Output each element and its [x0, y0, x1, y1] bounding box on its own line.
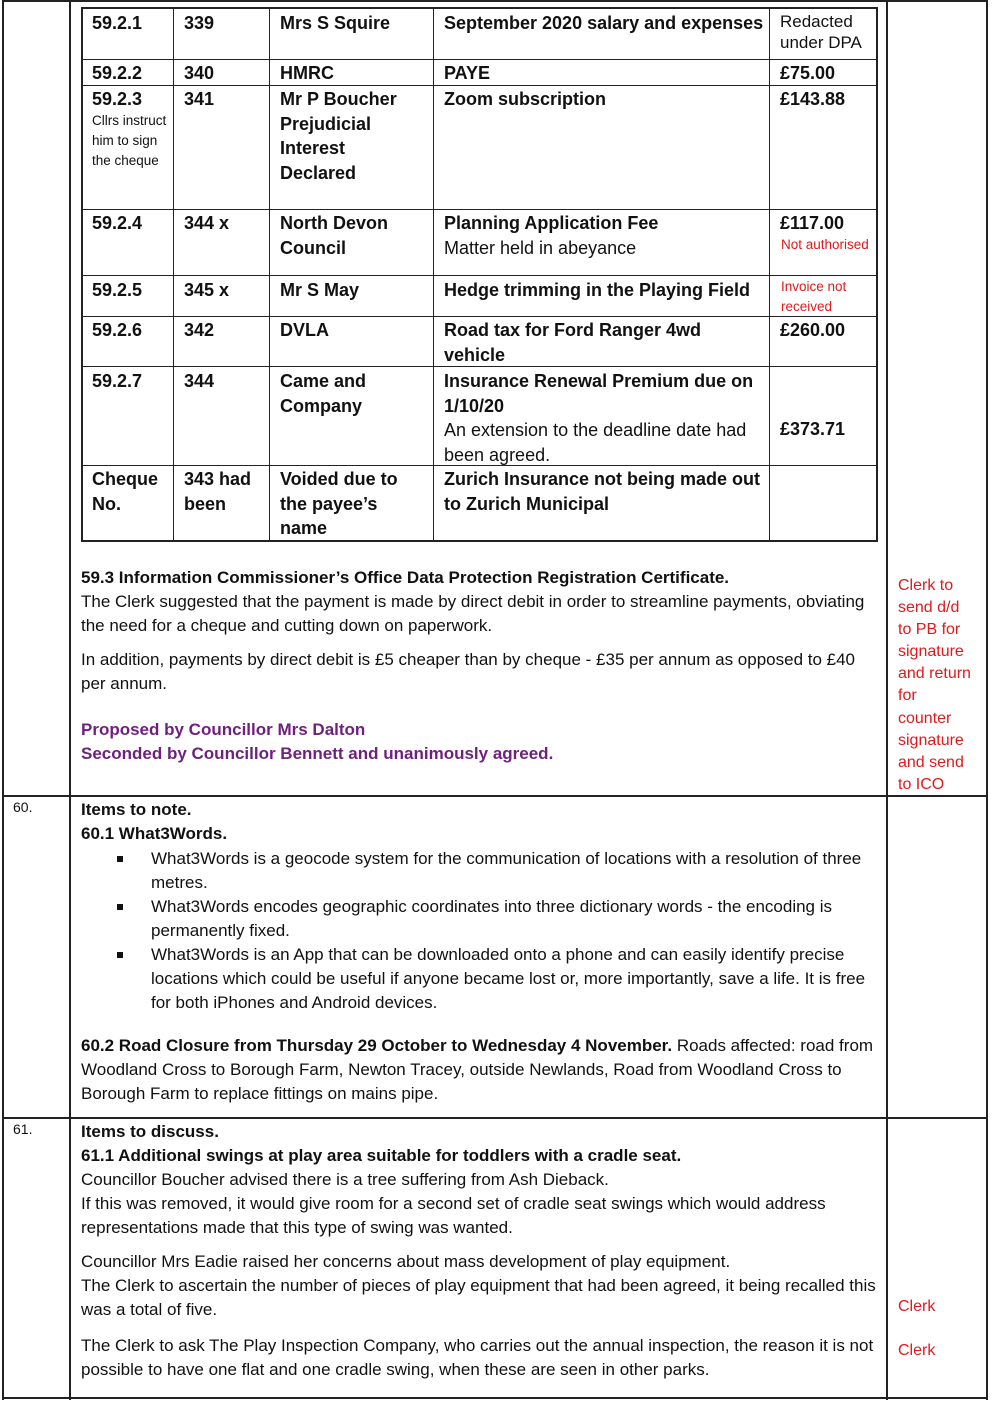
section-60-header — [81, 798, 876, 846]
list-item-text: What3Words encodes geographic coordinates into three dictionary words - the encoding is permanently fixed. — [151, 897, 833, 940]
table-cell-description: September 2020 salary and expenses — [444, 13, 764, 33]
table-cell-description: Zoom subscription — [444, 89, 606, 109]
section-61 — [81, 1120, 876, 1382]
cheque-line: 343 had — [184, 469, 252, 489]
table-cell-amount-note: Invoice not received — [781, 279, 847, 314]
table-cell-ref: 59.2.7 — [92, 371, 143, 391]
table-cell-cheque: 344 x — [184, 213, 230, 233]
table-cell-amount: £117.00 — [780, 213, 845, 233]
table-cell-payee — [280, 87, 397, 185]
payee-line: Prejudicial — [280, 113, 372, 134]
table-row-line — [81, 209, 878, 210]
paragraph: The Clerk to ascertain the number of pieces of play equipment that had been agreed, it being recalled this was a total of five. — [81, 1276, 876, 1319]
what3words-list — [113, 847, 878, 1015]
table-cell-payee — [280, 211, 388, 260]
action-line: counter — [898, 709, 952, 727]
payee-line: name — [280, 518, 328, 538]
section-heading: Items to note. — [81, 800, 192, 819]
table-cell-payee — [280, 369, 366, 418]
subsection-heading: 60.1 What3Words. — [81, 824, 228, 843]
payee-line: Interest — [280, 138, 346, 158]
payee-line: Came and — [280, 371, 367, 391]
description-line: 1/10/20 — [444, 395, 505, 416]
description-line: vehicle — [444, 344, 506, 365]
table-cell-description: PAYE — [444, 63, 491, 83]
table-cell-payee — [280, 467, 398, 541]
outer-top-border — [2, 0, 988, 2]
table-cell-description — [444, 369, 753, 467]
table-cell-amount-note: Not authorised — [781, 237, 869, 252]
action-line: Clerk to — [898, 577, 954, 594]
action-line: send d/d — [898, 599, 960, 617]
paragraph: Councillor Boucher advised there is a tree suffering from Ash Dieback. — [81, 1170, 609, 1189]
description-line: been agreed. — [444, 444, 551, 465]
table-cell-payee: Mr S May — [280, 280, 360, 300]
table-cell-payee: HMRC — [280, 63, 334, 83]
section-heading: Items to discuss. — [81, 1122, 219, 1141]
column-divider-right — [886, 0, 888, 1400]
description-line: to Zurich Municipal — [444, 493, 609, 514]
section-59-3 — [81, 566, 876, 766]
row-divider-60 — [2, 795, 988, 797]
seconded-by: Seconded by Councillor Bennett and unanimously agreed. — [81, 744, 554, 763]
outer-left-border — [2, 0, 4, 1400]
table-top-line — [81, 7, 878, 9]
table-row-line — [81, 316, 878, 317]
table-cell-cheque: 340 — [184, 63, 215, 83]
table-row-line — [81, 59, 878, 60]
table-cell-description — [444, 318, 701, 367]
bullet-icon — [117, 904, 123, 910]
outer-right-border — [986, 0, 988, 1400]
paragraph: The Clerk to ask The Play Inspection Company, who carries out the annual inspection, the reason it is not possible to have one flat and one cradle swing, when these are seen in other parks. — [81, 1336, 874, 1379]
item-number: 60. — [13, 799, 33, 815]
list-item-text: What3Words is an App that can be downloaded onto a phone and can easily identify precise locations which could be useful if anyone became lost or, more importantly, save a life. It is free for both iPhones and Android devices. — [151, 945, 866, 1012]
payee-line: Mr P Boucher — [280, 89, 397, 109]
action-line: and return — [898, 665, 971, 683]
cheque-line: been — [184, 493, 227, 514]
ref-line: Cheque — [92, 469, 159, 489]
proposed-by: Proposed by Councillor Mrs Dalton — [81, 720, 366, 739]
table-col-line — [269, 7, 270, 542]
list-item — [113, 943, 878, 1015]
payee-line: Voided due to — [280, 469, 398, 489]
table-cell-description — [444, 211, 658, 260]
table-cell-ref: 59.2.3 — [92, 89, 143, 109]
paragraph-text: Roads affected: road from Woodland Cross to Borough Farm, Newton Tracey, outside Newlands, Road from Woodland Cross to Borough Farm to replace fittings on mains pipe. — [81, 1036, 874, 1103]
action-line: and send — [898, 753, 964, 771]
action-line: signature — [898, 731, 964, 749]
table-col-line — [876, 7, 878, 542]
paragraph: In addition, payments by direct debit is £5 cheaper than by cheque - £35 per annum as opposed to £40 per annum. — [81, 650, 856, 693]
column-divider-left — [69, 0, 71, 1400]
description-line: Insurance Renewal Premium due on — [444, 371, 754, 391]
table-col-line — [433, 7, 434, 542]
table-cell-ref: 59.2.6 — [92, 320, 143, 340]
action-note-clerk: Clerk — [898, 1298, 936, 1315]
table-cell-ref: 59.2.1 — [92, 13, 143, 33]
list-item — [113, 847, 878, 895]
bullet-icon — [117, 856, 123, 862]
description-line: Road tax for Ford Ranger 4wd — [444, 320, 702, 340]
table-cell-payee: Mrs S Squire — [280, 13, 391, 33]
table-cell-ref — [92, 467, 158, 516]
bullet-icon — [117, 952, 123, 958]
list-item — [113, 895, 878, 943]
action-line: signature — [898, 643, 964, 661]
payee-line: the payee’s — [280, 493, 378, 514]
subsection-heading: 61.1 Additional swings at play area suitable for toddlers with a cradle seat. — [81, 1146, 682, 1165]
action-note-clerk-dd — [898, 575, 978, 796]
action-line: to PB for — [898, 621, 961, 639]
ref-line: No. — [92, 493, 121, 514]
item-number: 61. — [13, 1121, 33, 1137]
action-note-clerk: Clerk — [898, 1342, 936, 1359]
description-line: Matter held in abeyance — [444, 237, 637, 258]
table-bottom-line — [81, 540, 878, 542]
paragraph: Councillor Mrs Eadie raised her concerns about mass development of play equipment. — [81, 1252, 731, 1271]
paragraph: If this was removed, it would give room for a second set of cradle seat swings which would address representations made that this type of swing was wanted. — [81, 1194, 826, 1237]
table-cell-ref: 59.2.2 — [92, 63, 143, 83]
table-col-line — [769, 7, 770, 542]
action-line: for — [898, 687, 917, 705]
description-line: Planning Application Fee — [444, 213, 659, 233]
subsection-heading: 60.2 Road Closure from Thursday 29 October to Wednesday 4 November. — [81, 1036, 673, 1055]
payee-line: North Devon — [280, 213, 388, 233]
table-cell-amount: £373.71 — [780, 419, 846, 439]
table-cell-cheque: 345 x — [184, 280, 230, 300]
table-cell-cheque: 341 — [184, 89, 215, 109]
table-col-line — [81, 7, 83, 542]
table-cell-ref-note: Cllrs instruct him to sign the cheque — [92, 113, 167, 168]
paragraph: The Clerk suggested that the payment is made by direct debit in order to streamline payments, obviating the need for a cheque and cutting down on paperwork. — [81, 592, 865, 635]
table-cell-description: Hedge trimming in the Playing Field — [444, 280, 751, 300]
table-cell-description — [444, 467, 760, 516]
table-cell-amount: £143.88 — [780, 89, 846, 109]
table-cell-amount: £260.00 — [780, 320, 846, 340]
table-cell-ref: 59.2.4 — [92, 213, 143, 233]
table-cell-ref: 59.2.5 — [92, 280, 143, 300]
table-cell-cheque: 344 — [184, 371, 215, 391]
table-cell-payee: DVLA — [280, 320, 329, 340]
table-cell-amount-note: Redacted under DPA — [780, 12, 862, 52]
table-cell-cheque: 339 — [184, 13, 215, 33]
outer-bottom-border — [2, 1397, 988, 1399]
description-line: Zurich Insurance not being made out — [444, 469, 761, 489]
paragraph — [81, 1034, 876, 1106]
table-col-line — [173, 7, 174, 542]
description-line: An extension to the deadline date had — [444, 420, 747, 440]
payee-line: Declared — [280, 162, 357, 183]
table-cell-cheque: 342 — [184, 320, 215, 340]
row-divider-61 — [2, 1117, 988, 1119]
action-line: to ICO — [898, 775, 945, 793]
payee-line: Council — [280, 237, 346, 258]
section-60-2 — [81, 1034, 876, 1106]
list-item-text: What3Words is a geocode system for the communication of locations with a resolution of three metres. — [151, 849, 862, 892]
table-cell-cheque — [184, 467, 251, 516]
payee-line: Company — [280, 395, 363, 416]
table-row-line — [81, 275, 878, 276]
table-cell-amount: £75.00 — [780, 63, 836, 83]
section-heading: 59.3 Information Commissioner’s Office Data Protection Registration Certificate. — [81, 568, 730, 587]
